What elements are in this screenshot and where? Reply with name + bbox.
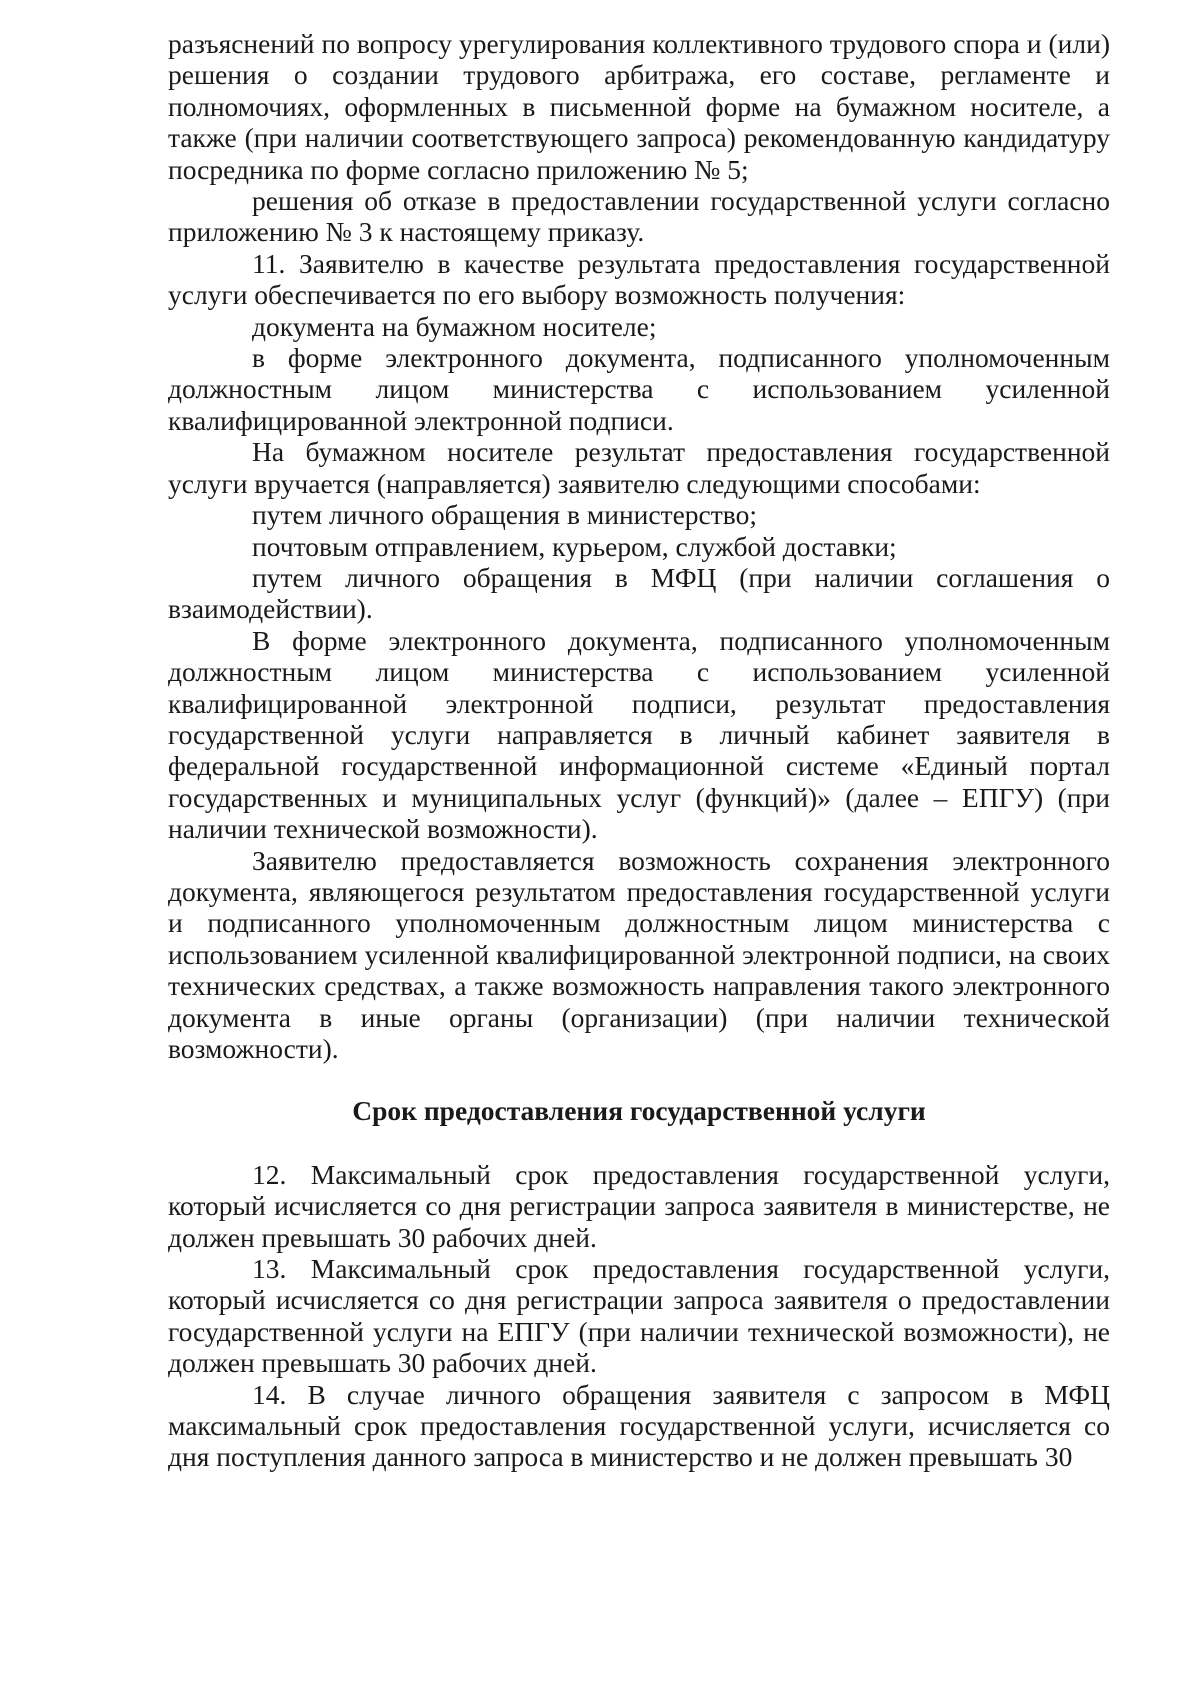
paragraph: 13. Максимальный срок предоставления государственной услуги, который исчисляется со дня регистрации запроса заявителя о предоставлении государственной услуги на ЕПГУ (при наличии технической возможности), не должен превышать 30 рабочих дней. xyxy=(168,1253,1110,1379)
paragraph: путем личного обращения в министерство; xyxy=(252,499,757,531)
paragraph: в форме электронного документа, подписанного уполномоченным должностным лицом министерства с использованием усиленной квалифицированной электронной подписи. xyxy=(168,342,1110,436)
paragraph: 14. В случае личного обращения заявителя с запросом в МФЦ максимальный срок предоставления государственной услуги, исчисляется со дня поступления данного запроса в министерство и не должен превышать 30 xyxy=(168,1378,1110,1473)
section-heading: Срок предоставления государственной услуги xyxy=(352,1095,926,1127)
document-page xyxy=(168,28,1110,1473)
paragraph: В форме электронного документа, подписанного уполномоченным должностным лицом министерства с использованием усиленной квалифицированной электронной подписи, результат предоставления государственной услуги направляется в личный кабинет заявителя в федеральной государственной информационной системе «Единый портал государственных и муниципальных услуг (функций)» (далее – ЕПГУ) (при наличии технической возможности). xyxy=(168,624,1110,845)
paragraph: путем личного обращения в МФЦ (при наличии соглашения о взаимодействии). xyxy=(168,561,1110,625)
paragraph: Заявителю предоставляется возможность сохранения электронного документа, являющегося результатом предоставления государственной услуги и подписанного уполномоченным должностным лицом министерства с использованием усиленной квалифицированной электронной подписи, на своих технических средствах, а также возможность направления такого электронного документа в иные органы (организации) (при наличии технической возможности). xyxy=(168,844,1110,1064)
paragraph: разъяснений по вопросу урегулирования коллективного трудового спора и (или) решения о создании трудового арбитража, его составе, регламенте и полномочиях, оформленных в письменной форме на бумажном носителе, а также (при наличии соответствующего запроса) рекомендованную кандидатуру посредника по форме согласно приложению № 5; xyxy=(168,28,1110,185)
paragraph: На бумажном носителе результат предоставления государственной услуги вручается (направляется) заявителю следующими способами: xyxy=(168,436,1110,499)
paragraph: документа на бумажном носителе; xyxy=(252,310,657,342)
paragraph: решения об отказе в предоставлении государственной услуги согласно приложению № 3 к настоящему приказу. xyxy=(168,185,1110,248)
paragraph: 11. Заявителю в качестве результата предоставления государственной услуги обеспечивается по его выбору возможность получения: xyxy=(168,247,1110,311)
paragraph: почтовым отправлением, курьером, службой доставки; xyxy=(252,530,897,562)
paragraph: 12. Максимальный срок предоставления государственной услуги, который исчисляется со дня регистрации запроса заявителя в министерстве, не должен превышать 30 рабочих дней. xyxy=(168,1158,1110,1253)
